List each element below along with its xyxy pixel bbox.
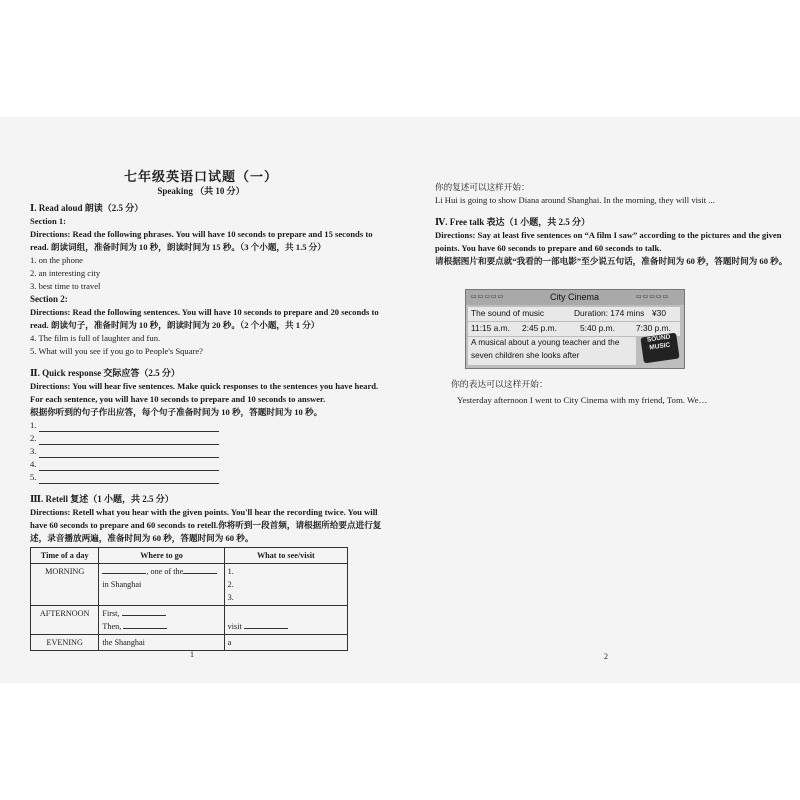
phrase-item: 1. on the phone [30,255,83,265]
answer-line-2[interactable]: 2. [30,432,372,445]
section-read-aloud-heading: Ⅰ. Read aloud 朗读（2.5 分） [30,203,144,213]
answer-line-3[interactable]: 3. [30,445,372,458]
column-header-what: What to see/visit [224,548,347,564]
film-strip-icon: ▭▭▭▭▭ [471,294,505,300]
directions-2-line-1: Directions: Read the following sentences. You will have 10 seconds to prepare and 20 seconds to [30,307,379,317]
time-evening: EVENING [31,635,99,651]
directions-3-line-2: For each sentence, you will have 10 seconds to prepare and 10 seconds to answer. [30,394,326,404]
showtime: 11:15 a.m. [471,323,510,333]
phrase-item: 3. best time to travel [30,281,101,291]
morning-where[interactable]: , one of the in Shanghai [99,564,224,606]
directions-1-line-2: read. 朗读词组，准备时间为 10 秒，朗读时间为 15 秒。（3 个小题，共 1.5 分） [30,242,326,252]
sentence-item: 5. What will you see if you go to People's Square? [30,346,203,356]
ticket-price: ¥30 [652,308,666,318]
film-description-line-1: A musical about a young teacher and the [471,338,620,347]
page-number-right: 2 [604,652,608,661]
directions-1-line-1: Directions: Read the following phrases. You will have 10 seconds to prepare and 15 seconds to [30,229,373,239]
right-page [435,181,788,268]
poster-header [466,290,684,305]
showtime: 5:40 p.m. [580,323,615,333]
showtime: 2:45 p.m. [522,323,557,333]
column-header-where: Where to go [99,548,224,564]
section-2-label: Section 2: [30,294,68,304]
talk-start-block [451,378,707,407]
directions-5-line-1: Directions: Say at least five sentences on “A film I saw” according to the pictures and the given [435,230,782,240]
evening-what[interactable]: a [224,635,347,651]
page-number-left: 1 [190,650,194,659]
film-description-line-2: seven children she looks after [471,351,580,360]
directions-4-line-2: have 60 seconds to prepare and 60 seconds to retell.你将听到一段首频，请根据所给要点进行复 [30,520,382,530]
film-strip-icon: ▭▭▭▭▭ [636,294,670,300]
showtime: 7:30 p.m. [636,323,671,333]
directions-2-line-2: read. 朗读句子，准备时间为 10 秒，朗读时间为 20 秒。（2 个小题，共 1 分） [30,320,320,330]
sound-of-music-logo: SOUND MUSIC [640,333,679,364]
exam-subtitle: Speaking （共 10 分） [157,186,245,196]
left-page [30,169,382,651]
section-retell-heading: Ⅲ. Retell 复述（1 小题，共 2.5 分） [30,494,174,504]
retell-prompt: 你的复述可以这样开始： [435,182,530,192]
afternoon-what[interactable]: visit [224,606,347,635]
directions-3-line-1: Directions: You will hear five sentences. Make quick responses to the sentences you have heard. [30,381,379,391]
evening-where[interactable]: the Shanghai [99,635,224,651]
talk-start: Yesterday afternoon I went to City Cinema with my friend, Tom. We… [457,395,708,405]
directions-4-line-1: Directions: Retell what you hear with the given points. You'll hear the recording twice. You will [30,507,378,517]
retell-table [30,547,348,651]
answer-line-1[interactable]: 1. [30,419,372,432]
time-morning: MORNING [31,564,99,606]
answer-line-4[interactable]: 4. [30,458,372,471]
directions-5-line-3: 请根据图片和要点就“我看的一部电影”至少说五句话，准备时间为 60 秒，答题时间为 60 秒。 [435,256,788,266]
directions-4-line-3: 述，录音播放两遍，准备时间为 60 秒，答题时间为 60 秒。 [30,533,254,543]
phrase-item: 2. an interesting city [30,268,101,278]
directions-3-line-3: 根据你听到的句子作出应答，每个句子准备时间为 10 秒，答题时间为 10 秒。 [30,407,323,417]
talk-prompt: 你的表达可以这样开始： [451,379,548,389]
film-duration: Duration: 174 mins [574,308,645,318]
section-quick-response-heading: Ⅱ. Quick response 交际应答（2.5 分） [30,368,180,378]
sentence-item: 4. The film is full of laughter and fun. [30,333,161,343]
retell-start: Li Hui is going to show Diana around Shanghai. In the morning, they will visit ... [435,195,715,205]
morning-what[interactable]: 1. 2. 3. [224,564,347,606]
afternoon-where[interactable]: First, Then, [99,606,224,635]
table-row-evening [31,635,348,651]
film-title: The sound of music [471,308,545,318]
cinema-name: City Cinema [550,292,600,302]
section-free-talk-heading: Ⅳ. Free talk 表达（1 小题，共 2.5 分） [435,217,591,227]
cinema-poster [465,289,685,369]
time-afternoon: AFTERNOON [31,606,99,635]
exam-title: 七年级英语口试题（一） [123,169,278,184]
answer-line-5[interactable]: 5. [30,471,372,484]
directions-5-line-2: points. You have 60 seconds to prepare and 60 seconds to talk. [435,243,662,253]
section-1-label: Section 1: [30,216,67,226]
table-row-afternoon [31,606,348,635]
column-header-time: Time of a day [31,548,99,564]
table-row-morning [31,564,348,606]
